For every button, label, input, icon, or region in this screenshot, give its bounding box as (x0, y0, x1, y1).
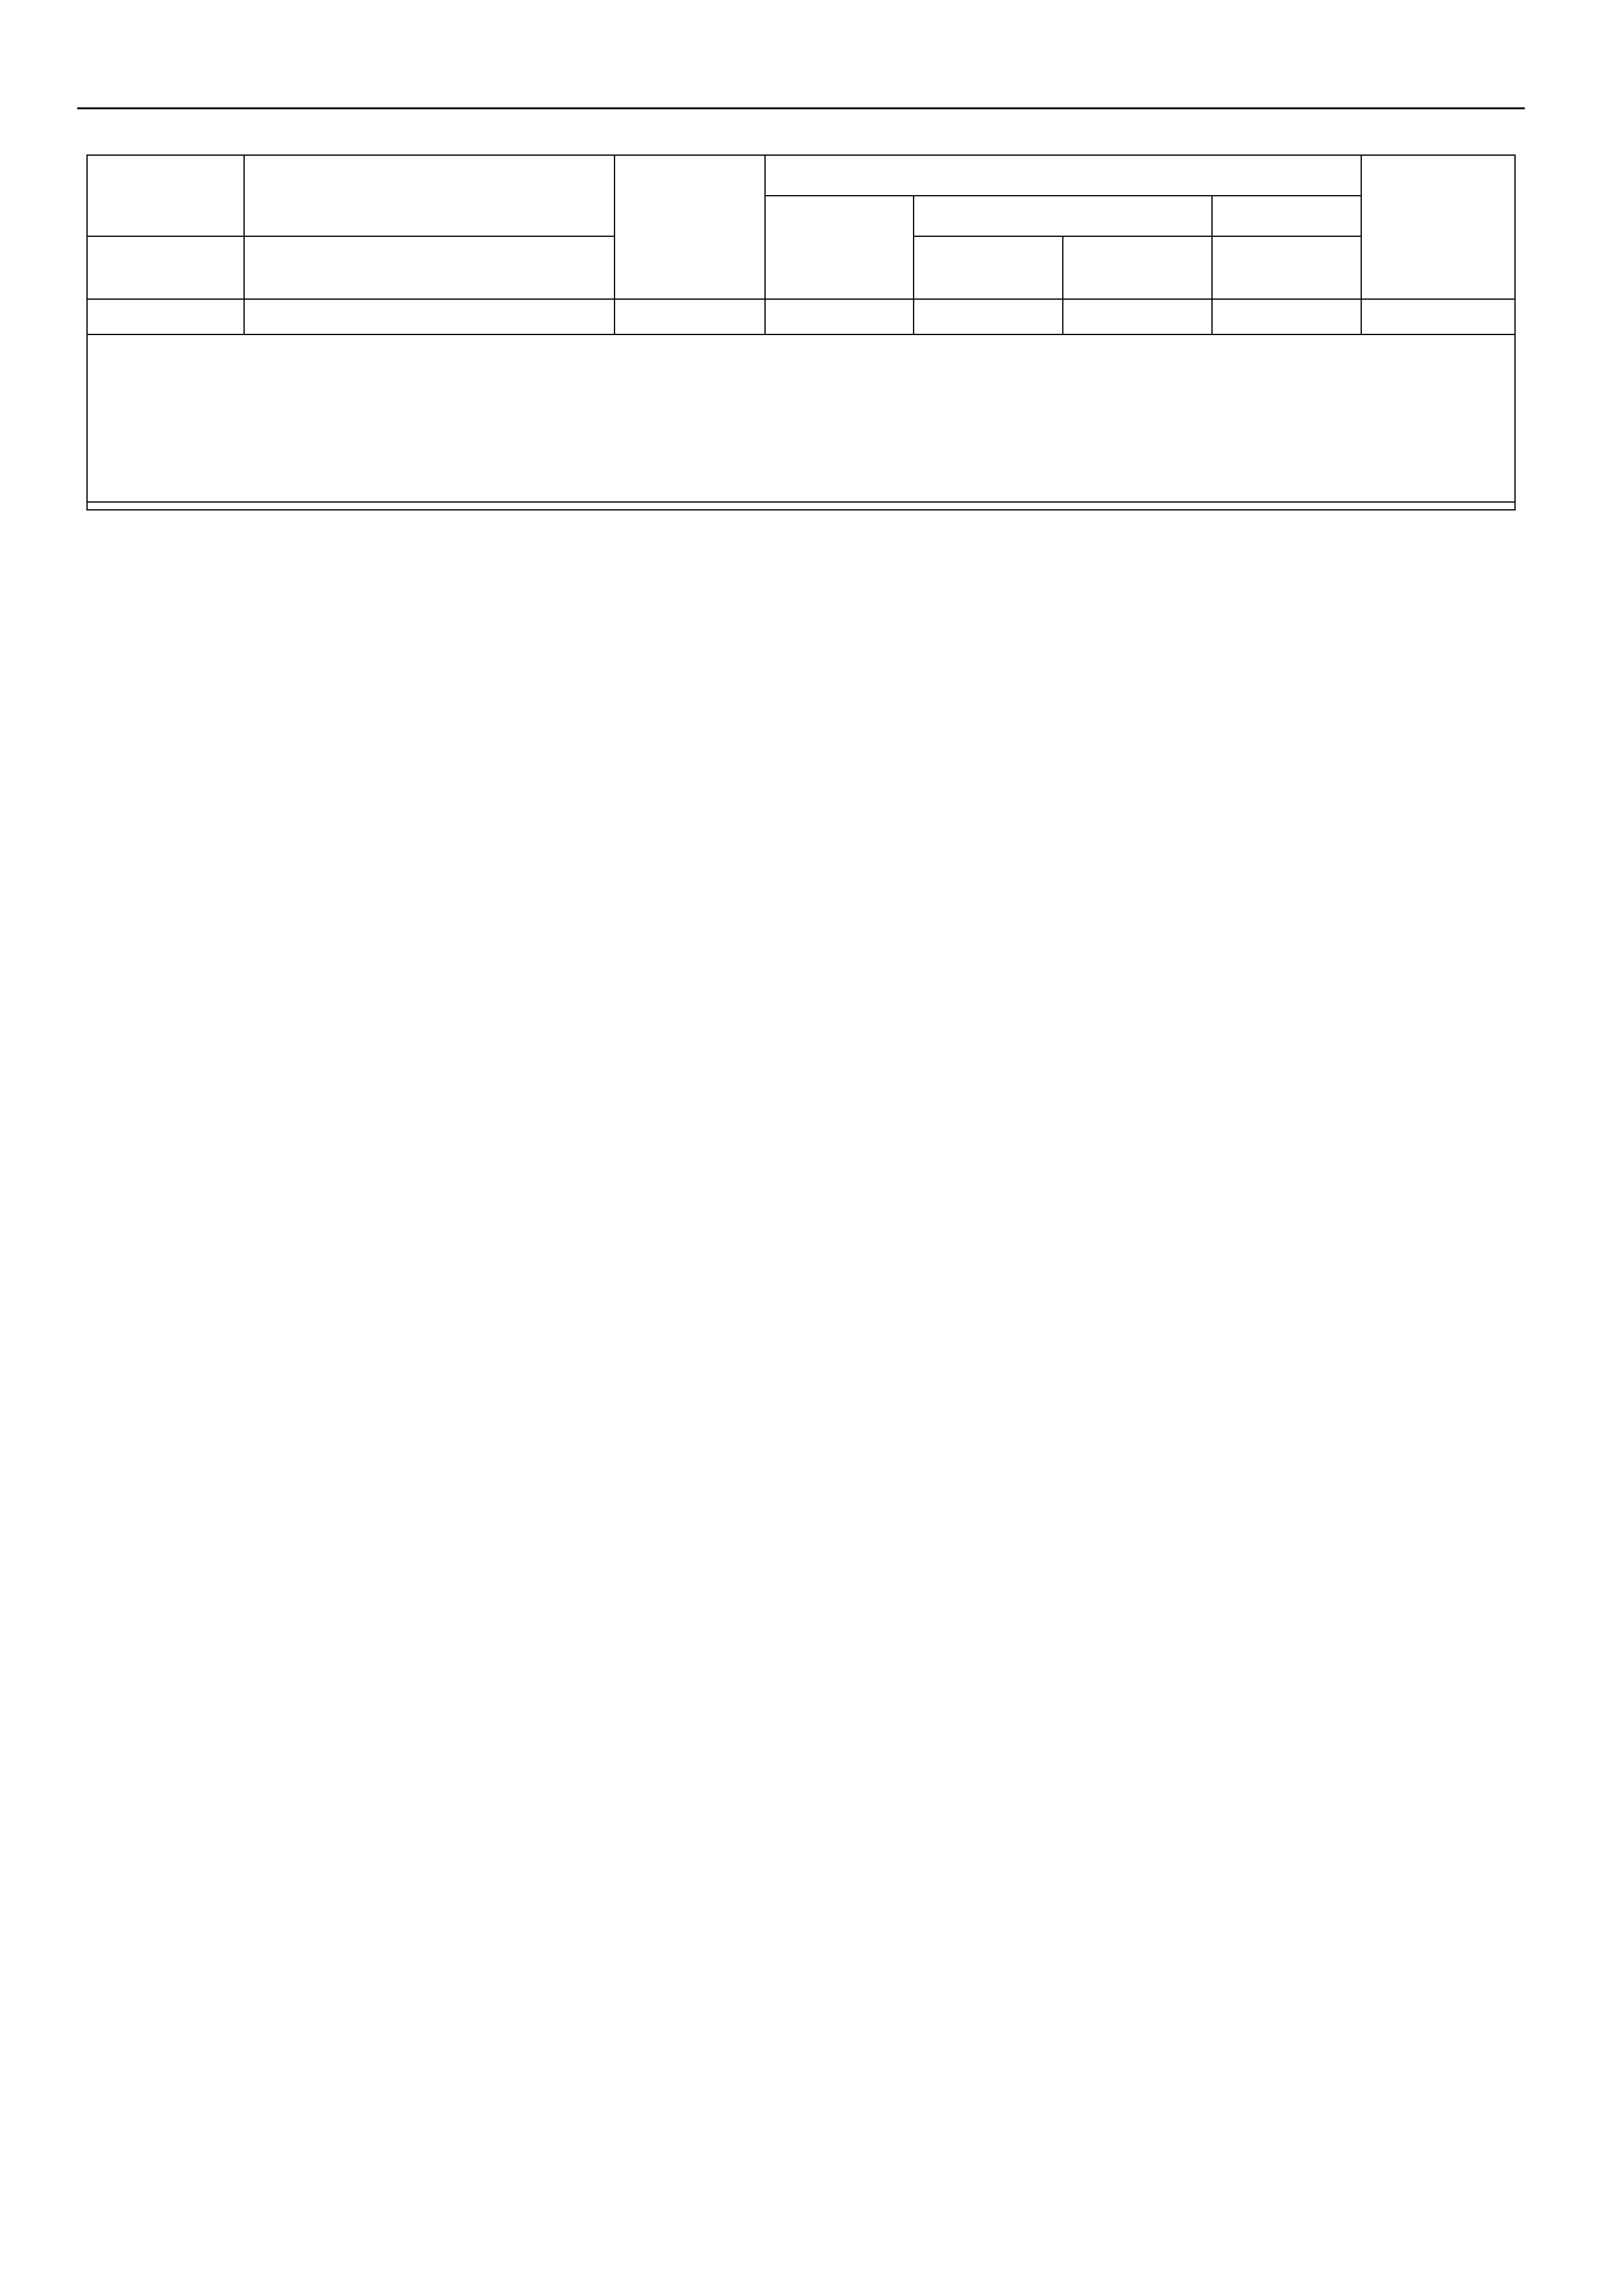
col1-top-label (87, 155, 244, 236)
including-label (765, 155, 1361, 196)
col7-label (1212, 236, 1361, 299)
col-num (1063, 299, 1212, 334)
col-num (615, 299, 765, 334)
col8-label (1361, 155, 1515, 299)
col-num (765, 299, 914, 334)
col-num (244, 299, 615, 334)
table-header (87, 155, 1515, 334)
col6-label (1063, 236, 1212, 299)
col-num (1212, 299, 1361, 334)
col2-top-label (244, 155, 615, 236)
table-title-cell (87, 334, 1515, 502)
col3-label (615, 155, 765, 299)
col-num (87, 299, 244, 334)
table-title-block (87, 334, 1515, 510)
col2-bottom-label (244, 236, 615, 299)
col4-label (765, 196, 914, 299)
machines-label (914, 196, 1212, 236)
col5-label (914, 236, 1063, 299)
price-table (86, 154, 1516, 511)
column-numbers-row (87, 299, 1515, 334)
col-num (1361, 299, 1515, 334)
materials-label (1212, 196, 1361, 236)
section-heading (87, 502, 1515, 510)
col1-bottom-label (87, 236, 244, 299)
running-header (77, 68, 1525, 109)
col-num (914, 299, 1063, 334)
